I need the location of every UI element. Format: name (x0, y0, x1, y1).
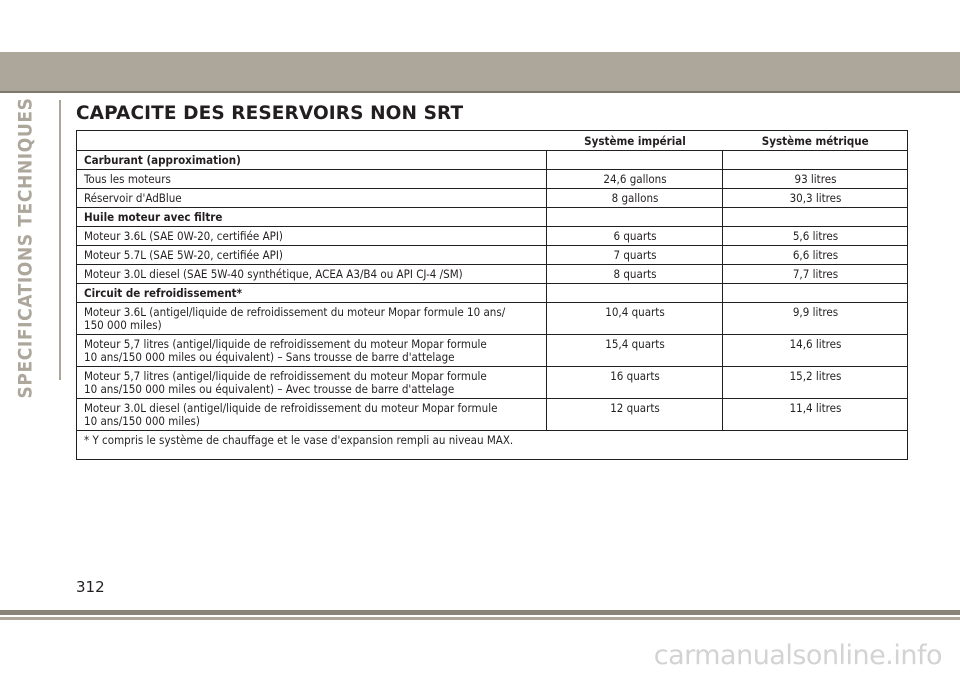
metric-cell: 7,7 litres (723, 265, 908, 284)
row-label (77, 399, 547, 431)
section-label: Carburant (approximation) (77, 151, 547, 170)
imperial-cell: 16 quarts (547, 367, 723, 399)
imperial-cell: 8 gallons (547, 189, 723, 208)
imperial-cell: 24,6 gallons (547, 170, 723, 189)
row-label-line: Moteur 5,7 litres (antigel/liquide de refroidissement du moteur Mopar formule (84, 337, 487, 351)
table-row (77, 246, 908, 265)
row-label: Moteur 3.6L (SAE 0W-20, certifiée API) (77, 227, 547, 246)
page-number: 312 (76, 578, 105, 596)
row-label: Moteur 5.7L (SAE 5W-20, certifiée API) (77, 246, 547, 265)
imperial-cell: 15,4 quarts (547, 335, 723, 367)
capacity-table (76, 130, 908, 460)
footer-band (0, 610, 960, 615)
row-label-line: Moteur 5,7 litres (antigel/liquide de refroidissement du moteur Mopar formule (84, 369, 487, 383)
table-row (77, 227, 908, 246)
row-label: Réservoir d'AdBlue (77, 189, 547, 208)
section-side-label (6, 97, 46, 399)
imperial-cell: 12 quarts (547, 399, 723, 431)
row-label-line: 10 ans/150 000 miles) (84, 414, 200, 428)
header-metric: Système métrique (723, 131, 908, 151)
watermark: carmanualsonline.info (653, 640, 942, 671)
row-label: Moteur 3.0L diesel (SAE 5W-40 synthétique, ACEA A3/B4 ou API CJ-4 /SM) (77, 265, 547, 284)
row-label (77, 303, 547, 335)
metric-cell: 11,4 litres (723, 399, 908, 431)
table-footnote-row (77, 431, 908, 460)
imperial-cell: 10,4 quarts (547, 303, 723, 335)
row-label: Tous les moteurs (77, 170, 547, 189)
metric-cell: 14,6 litres (723, 335, 908, 367)
side-divider (59, 100, 61, 380)
metric-cell (723, 284, 908, 303)
table-row (77, 189, 908, 208)
table-row (77, 335, 908, 367)
table-row-section (77, 284, 908, 303)
row-label-line: Moteur 3.0L diesel (antigel/liquide de refroidissement du moteur Mopar formule (84, 401, 498, 415)
side-label-text: SPECIFICATIONS TECHNIQUES (15, 97, 38, 399)
imperial-cell: 8 quarts (547, 265, 723, 284)
imperial-cell (547, 284, 723, 303)
table-header-row (77, 131, 908, 151)
metric-cell: 93 litres (723, 170, 908, 189)
table-row (77, 170, 908, 189)
section-label: Circuit de refroidissement* (77, 284, 547, 303)
row-label (77, 367, 547, 399)
header-imperial: Système impérial (547, 131, 723, 151)
page-title: CAPACITE DES RESERVOIRS NON SRT (76, 103, 464, 124)
table-row (77, 367, 908, 399)
metric-cell: 6,6 litres (723, 246, 908, 265)
imperial-cell: 6 quarts (547, 227, 723, 246)
table-row-section (77, 151, 908, 170)
imperial-cell (547, 208, 723, 227)
row-label (77, 335, 547, 367)
metric-cell: 30,3 litres (723, 189, 908, 208)
metric-cell: 9,9 litres (723, 303, 908, 335)
metric-cell (723, 151, 908, 170)
table-row-section (77, 208, 908, 227)
table-row (77, 265, 908, 284)
row-label-line: Moteur 3.6L (antigel/liquide de refroidissement du moteur Mopar formule 10 ans/ (84, 305, 506, 319)
table-row (77, 303, 908, 335)
row-label-line: 10 ans/150 000 miles ou équivalent) – Avec trousse de barre d'attelage (84, 382, 455, 396)
metric-cell: 5,6 litres (723, 227, 908, 246)
row-label-line: 150 000 miles) (84, 318, 162, 332)
row-label-line: 10 ans/150 000 miles ou équivalent) – Sans trousse de barre d'attelage (84, 350, 455, 364)
header-band-line (0, 91, 960, 93)
imperial-cell: 7 quarts (547, 246, 723, 265)
table-row (77, 399, 908, 431)
section-label: Huile moteur avec filtre (77, 208, 547, 227)
metric-cell (723, 208, 908, 227)
imperial-cell (547, 151, 723, 170)
footer-band-line (0, 617, 960, 620)
header-cell-blank (77, 131, 547, 151)
metric-cell: 15,2 litres (723, 367, 908, 399)
footnote: * Y compris le système de chauffage et le vase d'expansion rempli au niveau MAX. (77, 431, 908, 460)
header-band (0, 52, 960, 91)
